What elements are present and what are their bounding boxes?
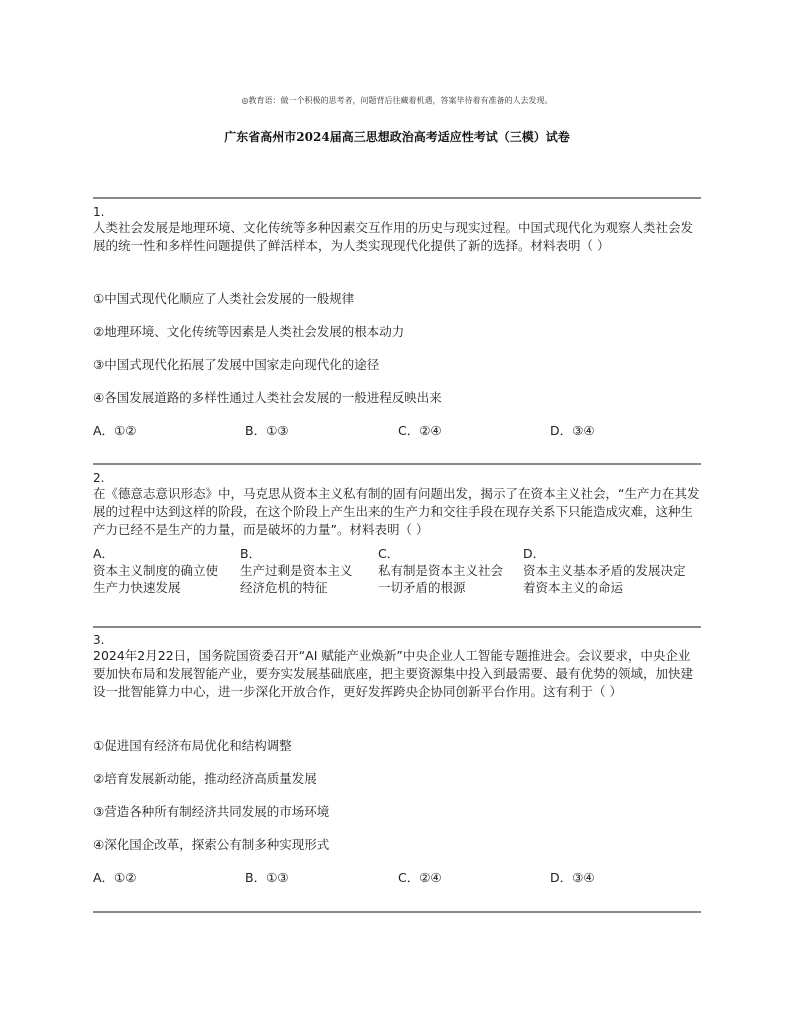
option-text-line: 一切矛盾的根源 [378,580,466,595]
statement-4: ④深化国企改革，探索公有制多种实现形式 [93,837,330,852]
motto: ◎教育语：做一个积极的思考者，问题背后往藏着机遇，答案毕待着有准备的人去发现。 [241,96,553,105]
question-number: 2. [93,471,105,485]
choice-c[interactable]: C．②④ [398,423,442,438]
option-text-line: 私有制是资本主义社会 [378,563,504,578]
answer-choices [93,422,701,440]
option-columns [93,545,701,601]
divider [93,197,701,199]
question-stem: 在《德意志意识形态》中，马克思从资本主义私有制的固有问题出发，揭示了在资本主义社会，“生产力在其发展的过程中达到这样的阶段，在这个阶段上产生出来的生产力和交往手段在现存关系下只能造成灾难，这种生产力已经不是生产的力量，而是破坏的力量”。材料表明（ ） [93,486,700,537]
statement-3: ③中国式现代化拓展了发展中国家走向现代化的途径 [93,357,380,372]
choice-d[interactable]: D．③④ [550,423,595,438]
divider [93,911,701,913]
answer-choices [93,869,701,887]
statement-4: ④各国发展道路的多样性通过人类社会发展的一般进程反映出来 [93,390,442,405]
option-label: C． [378,546,400,561]
question-stem: 人类社会发展是地理环境、文化传统等多种因素交互作用的历史与现实过程。中国式现代化为观察人类社会发展的统一性和多样性问题提供了鲜活样本，为人类实现现代化提供了新的选择。材料表明（ ） [93,220,694,253]
choice-b[interactable]: B．①③ [245,870,289,885]
question-number: 1. [93,205,105,219]
choice-a[interactable]: A．①② [93,423,137,438]
question-3 [93,633,701,893]
question-2 [93,471,701,611]
option-text-line: 着资本主义的命运 [523,580,624,595]
statement-2: ②地理环境、文化传统等因素是人类社会发展的根本动力 [93,324,405,339]
divider [93,626,701,628]
option-text-line: 生产过剩是资本主义 [240,563,353,578]
option-text-line: 经济危机的特征 [240,580,328,595]
statement-1: ①中国式现代化顺应了人类社会发展的一般规律 [93,291,355,306]
divider [93,463,701,465]
statement-1: ①促进国有经济布局优化和结构调整 [93,738,292,753]
option-label: B． [240,546,262,561]
option-d[interactable] [523,545,701,596]
question-stem: 2024年2月22日，国务院国资委召开“AI 赋能产业焕新”中央企业人工智能专题推进会。会议要求，中央企业要加快布局和发展智能产业，要夯实发展基础底座，把主要资源集中投入到最需要、最有优势的领域，加快建设一批智能算力中心，进一步深化开放合作，更好发挥跨央企协同创新平台作用。这有利于（ ） [93,648,694,699]
option-text-line: 生产力快速发展 [93,580,181,595]
statement-2: ②培育发展新动能，推动经济高质量发展 [93,771,317,786]
choice-d[interactable]: D．③④ [550,870,595,885]
option-text-line: 资本主义制度的确立使 [93,563,219,578]
question-number: 3. [93,633,105,647]
statement-3: ③营造各种所有制经济共同发展的市场环境 [93,804,330,819]
option-b[interactable] [240,545,378,596]
choice-a[interactable]: A．①② [93,870,137,885]
choice-b[interactable]: B．①③ [245,423,289,438]
page-title: 广东省高州市2024届高三思想政治高考适应性考试（三模）试卷 [224,130,570,144]
option-c[interactable] [378,545,523,596]
option-label: A． [93,546,115,561]
choice-c[interactable]: C．②④ [398,870,442,885]
option-label: D． [523,546,546,561]
option-text-line: 资本主义基本矛盾的发展决定 [523,563,686,578]
question-1 [93,205,701,445]
option-a[interactable] [93,545,238,596]
